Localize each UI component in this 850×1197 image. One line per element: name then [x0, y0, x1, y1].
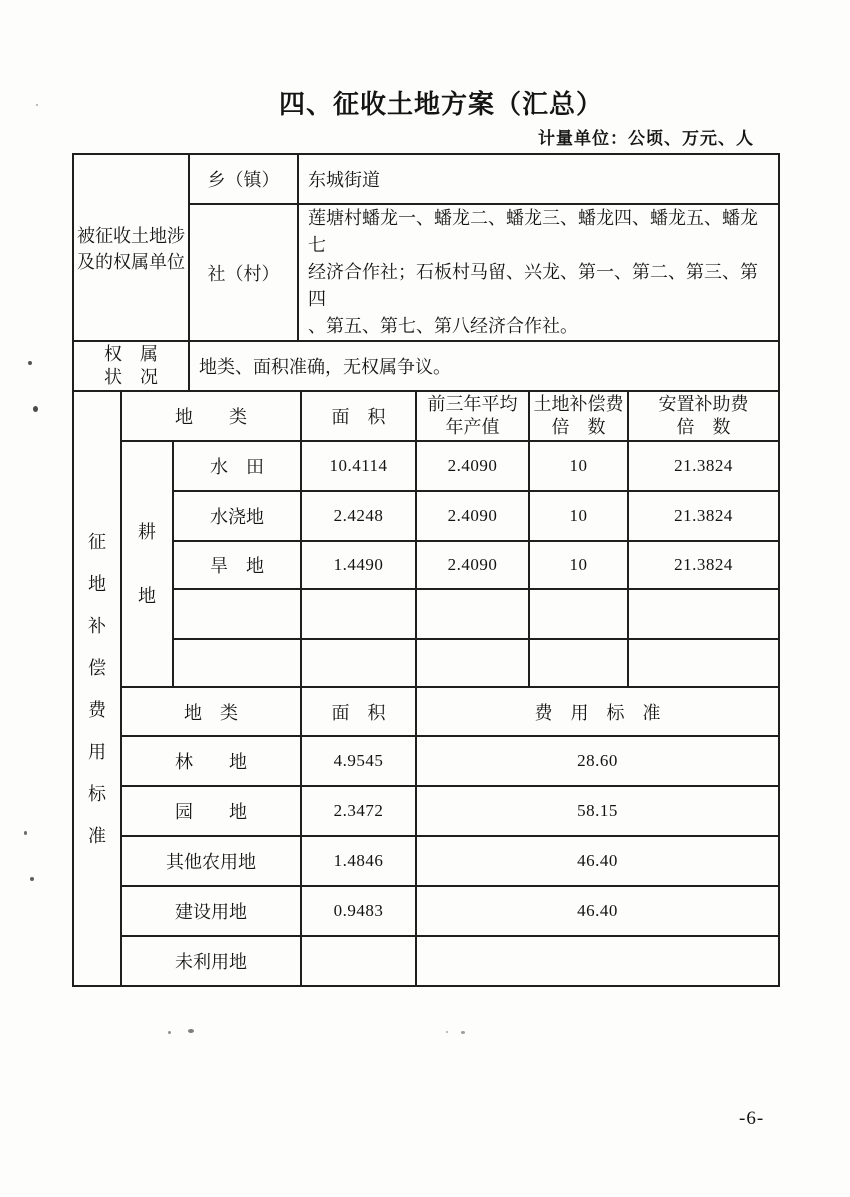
scan-speck — [188, 1029, 194, 1033]
row-empty1-multiplier — [529, 589, 628, 639]
scan-speck — [30, 877, 34, 881]
row-irrigated-type: 水浇地 — [173, 491, 301, 541]
table-row — [73, 836, 779, 886]
row-irrigated-multiplier: 10 — [529, 491, 628, 541]
row-empty2-area — [301, 639, 416, 687]
row-forest-standard: 28.60 — [416, 736, 779, 786]
row-empty2-resettle — [628, 639, 779, 687]
ownership-status-label-cell — [73, 341, 189, 391]
village-value-line2: 经济合作社；石板村马留、兴龙、第一、第二、第三、第四 — [308, 262, 758, 309]
header-resettle-line1: 安置补助费 — [658, 394, 749, 414]
scan-speck — [446, 1031, 448, 1033]
row-unused-area — [301, 936, 416, 986]
owner-units-label-cell — [73, 154, 189, 341]
row-paddy-resettle: 21.3824 — [628, 441, 779, 491]
row-irrigated-area: 2.4248 — [301, 491, 416, 541]
header2-standard-cell: 费 用 标 准 — [416, 687, 779, 736]
scan-speck — [28, 361, 32, 365]
document-title: 四、征收土地方案（汇总） — [279, 90, 604, 119]
ownership-status-label-line2: 状 况 — [104, 367, 158, 387]
row-unused-type: 未利用地 — [121, 936, 301, 986]
table-row — [73, 736, 779, 786]
header-aav-line2: 年产值 — [445, 417, 500, 437]
table-row — [73, 154, 779, 204]
scan-speck — [33, 406, 38, 412]
row-irrigated-resettle: 21.3824 — [628, 491, 779, 541]
row-paddy-area: 10.4114 — [301, 441, 416, 491]
ownership-status-label-line1: 权 属 — [104, 344, 158, 364]
village-value-cell — [298, 204, 779, 341]
row-empty2-type — [173, 639, 301, 687]
table-row — [73, 541, 779, 589]
header-type-cell: 地 类 — [121, 391, 301, 441]
farmland-group-vertical: 耕地 — [138, 522, 156, 606]
header-aav-cell — [416, 391, 529, 441]
header-land-comp-line2: 倍 数 — [551, 417, 606, 437]
header2-area-cell: 面 积 — [301, 687, 416, 736]
table-row — [73, 687, 779, 736]
header-land-comp-cell — [529, 391, 628, 441]
scan-speck — [168, 1031, 171, 1034]
ownership-status-value-cell: 地类、面积准确，无权属争议。 — [189, 341, 779, 391]
table-row — [73, 391, 779, 441]
row-unused-standard — [416, 936, 779, 986]
township-label-cell: 乡（镇） — [189, 154, 298, 204]
row-paddy-multiplier: 10 — [529, 441, 628, 491]
header-resettle-line2: 倍 数 — [676, 417, 731, 437]
row-garden-standard: 58.15 — [416, 786, 779, 836]
scan-speck — [461, 1031, 465, 1034]
row-construction-area: 0.9483 — [301, 886, 416, 936]
row-other-agri-standard: 46.40 — [416, 836, 779, 886]
row-paddy-type: 水 田 — [173, 441, 301, 491]
table-row — [73, 786, 779, 836]
table-row — [73, 341, 779, 391]
land-acquisition-table — [72, 153, 778, 987]
village-value-line1: 莲塘村蟠龙一、蟠龙二、蟠龙三、蟠龙四、蟠龙五、蟠龙七 — [308, 208, 758, 255]
row-dry-area: 1.4490 — [301, 541, 416, 589]
owner-units-label-line1: 被征收土地涉 — [77, 225, 185, 246]
row-construction-type: 建设用地 — [121, 886, 301, 936]
ownership-info-table — [72, 153, 780, 392]
measurement-unit-note: 计量单位：公顷、万元、人 — [538, 129, 754, 148]
table-row — [73, 589, 779, 639]
table-row — [73, 886, 779, 936]
row-forest-area: 4.9545 — [301, 736, 416, 786]
row-irrigated-aav: 2.4090 — [416, 491, 529, 541]
row-dry-resettle: 21.3824 — [628, 541, 779, 589]
table-row — [73, 639, 779, 687]
header-resettle-cell — [628, 391, 779, 441]
row-empty2-aav — [416, 639, 529, 687]
row-garden-type: 园 地 — [121, 786, 301, 836]
row-other-agri-type: 其他农用地 — [121, 836, 301, 886]
owner-units-label-line2: 及的权属单位 — [77, 251, 185, 272]
village-value-line3: 、第五、第七、第八经济合作社。 — [308, 316, 578, 336]
row-dry-aav: 2.4090 — [416, 541, 529, 589]
table-row — [73, 936, 779, 986]
row-empty1-aav — [416, 589, 529, 639]
row-dry-multiplier: 10 — [529, 541, 628, 589]
page-number: -6- — [739, 1108, 765, 1129]
row-dry-type: 旱 地 — [173, 541, 301, 589]
row-empty1-type — [173, 589, 301, 639]
row-construction-standard: 46.40 — [416, 886, 779, 936]
row-paddy-aav: 2.4090 — [416, 441, 529, 491]
compensation-standards-table — [72, 390, 780, 987]
row-garden-area: 2.3472 — [301, 786, 416, 836]
side-label-cell — [73, 391, 121, 986]
header-aav-line1: 前三年平均 — [427, 394, 518, 414]
row-empty1-area — [301, 589, 416, 639]
table-row — [73, 441, 779, 491]
village-label-cell: 社（村） — [189, 204, 298, 341]
side-label-vertical: 征地补偿费用标准 — [88, 531, 106, 846]
row-empty2-multiplier — [529, 639, 628, 687]
row-forest-type: 林 地 — [121, 736, 301, 786]
scan-speck — [24, 831, 27, 835]
row-empty1-resettle — [628, 589, 779, 639]
header-area-cell: 面 积 — [301, 391, 416, 441]
row-other-agri-area: 1.4846 — [301, 836, 416, 886]
scan-speck — [36, 104, 38, 106]
table-row — [73, 491, 779, 541]
header-land-comp-line1: 土地补偿费 — [533, 394, 624, 414]
farmland-group-cell — [121, 441, 173, 687]
township-value-cell: 东城街道 — [298, 154, 779, 204]
header2-type-cell: 地 类 — [121, 687, 301, 736]
